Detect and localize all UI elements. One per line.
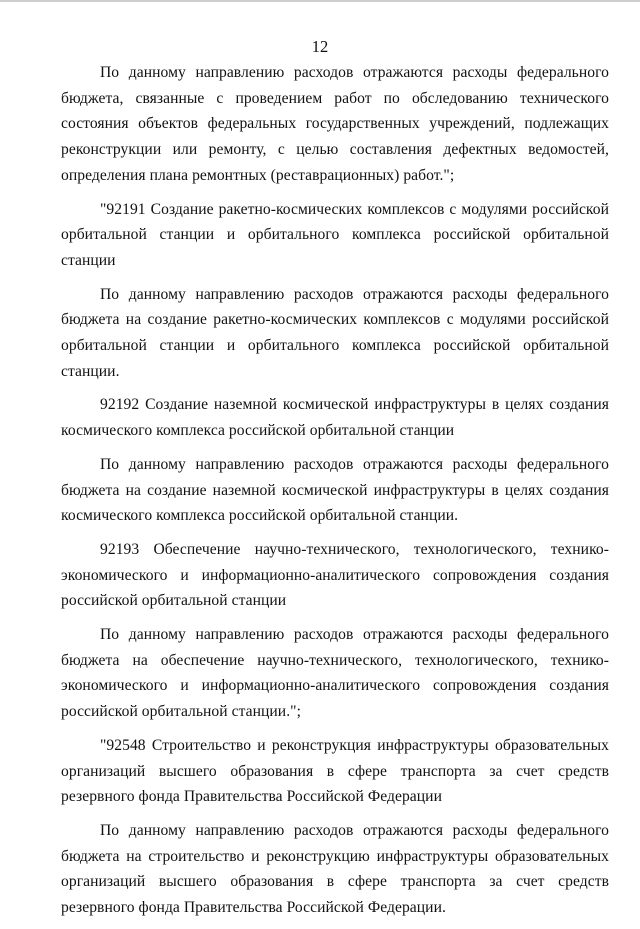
paragraph-code-92192: 92192 Создание наземной космической инфраструктуры в целях создания космического комплекса российской орбитальной станции	[61, 396, 609, 440]
paragraph-code-92191: "92191 Создание ракетно-космических комплексов с модулями российской орбитальной станции и орбитального комплекса российской орбитальной станции	[61, 200, 609, 269]
paragraph-expenses-92192: По данному направлению расходов отражаются расходы федерального бюджета на создание наземной космической инфраструктуры в целях создания космического комплекса российской орбитальной станции.	[61, 455, 609, 525]
paragraph-expenses-92548: По данному направлению расходов отражаются расходы федерального бюджета на строительство и реконструкцию инфраструктуры образовательных организаций высшего образования в сфере транспорта за счет средств резервного фонда Правительства Российской Федерации.	[61, 821, 609, 917]
paragraph-expenses-92193: По данному направлению расходов отражаются расходы федерального бюджета на обеспечение научно-технического, технологического, технико-экономического и информационно-аналитического сопровождения создания российской орбитальной станции.";	[61, 626, 609, 721]
page-number: 12	[311, 37, 329, 56]
document-body	[61, 60, 609, 929]
paragraph-expenses-92191: По данному направлению расходов отражаются расходы федерального бюджета на создание ракетно-космических комплексов с модулями российской орбитальной станции и орбитального комплекса российской орбитальной станции.	[61, 285, 609, 380]
paragraph-expenses-inspection: По данному направлению расходов отражаются расходы федерального бюджета, связанные с проведением работ по обследованию технического состояния объектов федеральных государственных учреждений, подлежащих реконструкции или ремонту, с целью составления дефектных ведомостей, определения плана ремонтных (реставрационных) работ.";	[61, 64, 609, 184]
top-edge-rule	[0, 0, 640, 2]
paragraph-code-92548: "92548 Строительство и реконструкция инфраструктуры образовательных организаций высшего образования в сфере транспорта за счет средств резервного фонда Правительства Российской Федерации	[61, 736, 609, 806]
paragraph-code-92193: 92193 Обеспечение научно-технического, технологического, технико-экономического и информационно-аналитического сопровождения создания российской орбитальной станции	[61, 540, 609, 610]
